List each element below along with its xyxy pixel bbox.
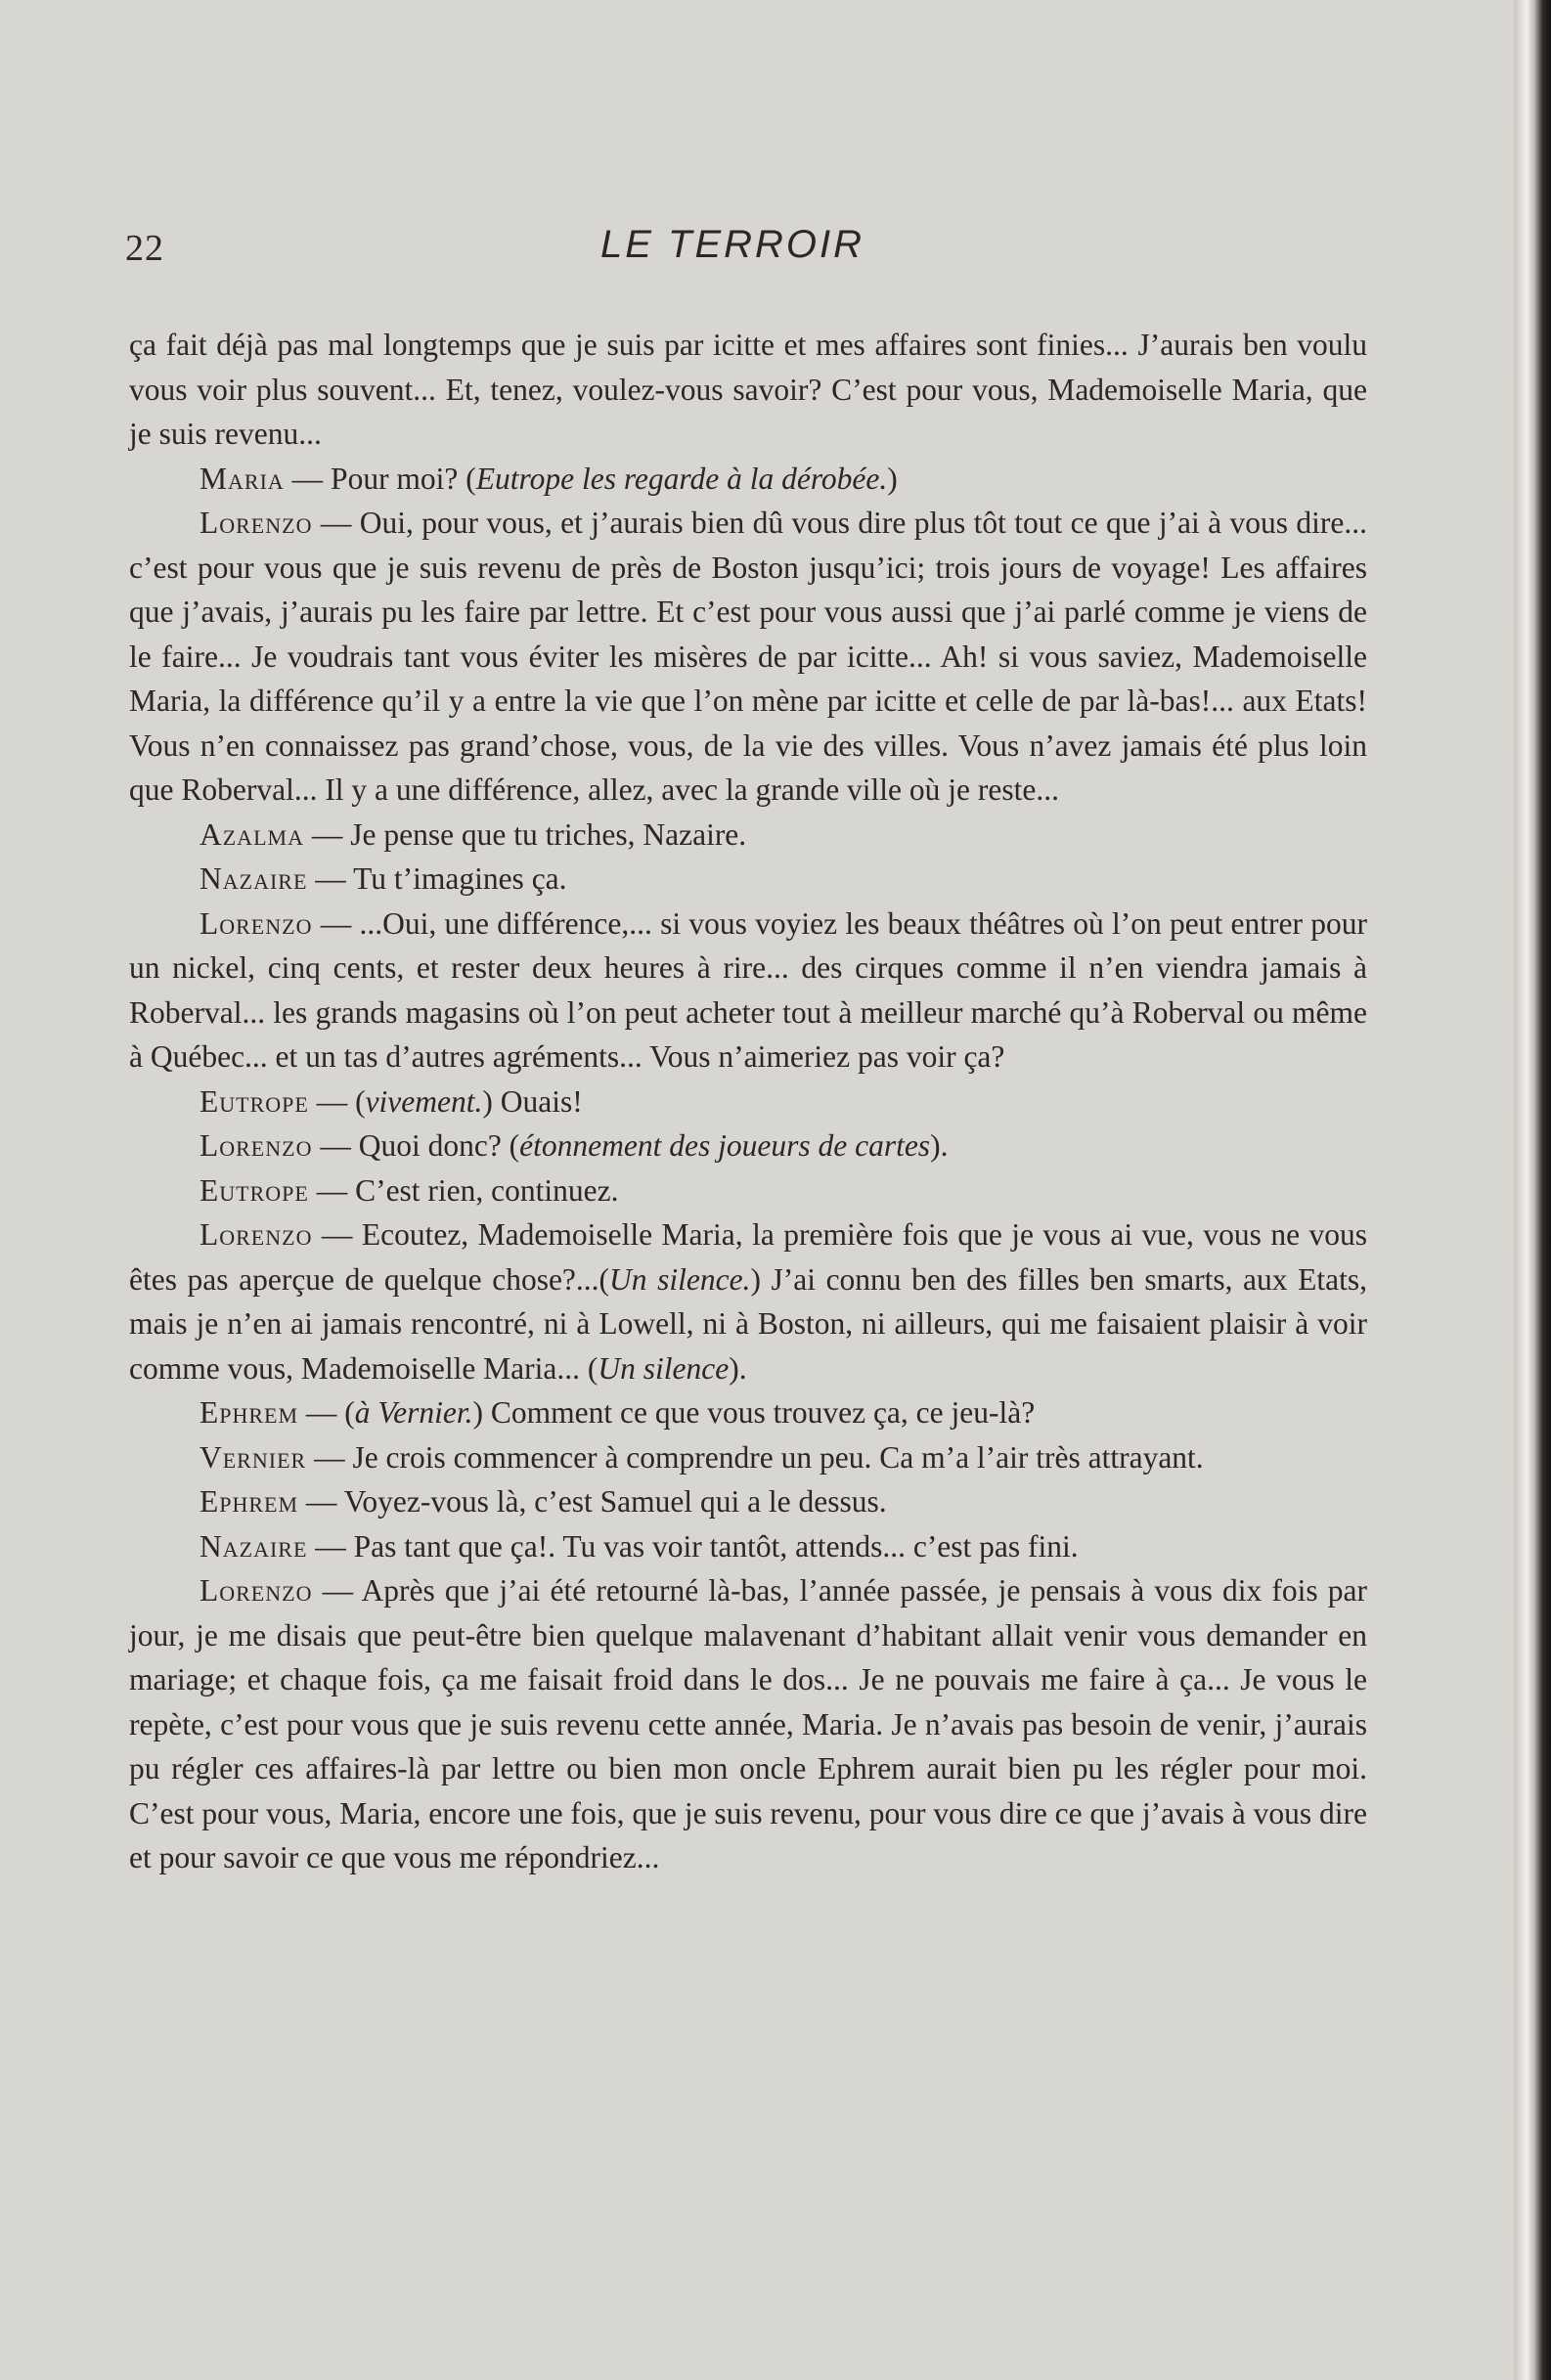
dialogue-paragraph: Eutrope — C’est rien, continuez. [199, 1172, 619, 1208]
dialogue-paragraph: Eutrope — (vivement.) Ouais! [199, 1083, 583, 1119]
speech-text: ( [344, 1395, 355, 1430]
stage-direction: Eutrope les regarde à la dérobée. [475, 461, 888, 496]
speech-text: ) J’ai connu ben des filles ben smarts, aux Etats, mais je n’en ai jamais rencontré, ni à Lowell, ni à Boston, ni ailleurs, qui me faisaient plaisir à voir comme vous, Mademoiselle Maria... ( [129, 1261, 1367, 1386]
speaker-name: Lorenzo [199, 905, 313, 941]
speech-text: Voyez-vous là, c’est Samuel qui a le dessus. [343, 1484, 887, 1519]
dialogue-paragraph: Lorenzo — Ecoutez, Mademoiselle Maria, la première fois que je vous ai vue, vous ne vous êtes pas aperçue de quelque chose?...(Un silence.) J’ai connu ben des filles ben smarts, aux Etats, mais je n’en ai jamais rencontré, ni à Lowell, ni à Boston, ni ailleurs, qui me faisaient plaisir à voir comme vous, Mademoiselle Maria... (Un silence). [129, 1217, 1368, 1386]
running-title: LE TERROIR [600, 223, 865, 266]
speech-text: Oui, pour vous, et j’aurais bien dû vous dire plus tôt tout ce que j’ai à vous dire... c’est pour vous que je suis revenu de près de Boston jusqu’ici; trois jours de voyage! Les affaires que j’avais, j’aurais pu les faire par lettre. Et c’est pour vous aussi que j’ai parlé comme je viens de le faire... Je voudrais tant vous éviter les misères de par icitte... Ah! si vous saviez, Mademoiselle Maria, la différence qu’il y a entre la vie que l’on mène par icitte et celle de par là-bas!... aux Etats! Vous n’en connaissez pas grand’chose, vous, de la vie des villes. Vous n’avez jamais été plus loin que Roberval... Il y a une différence, allez, avec la grande ville où je reste... [129, 506, 1368, 807]
stage-direction: vivement. [365, 1083, 483, 1119]
page-header [0, 223, 1514, 286]
speaker-name: Nazaire [199, 861, 308, 896]
speech-text: Je crois commencer à comprendre un peu. Ca m’a l’air très attrayant. [352, 1439, 1204, 1475]
speaker-name: Azalma [199, 816, 304, 852]
dialogue-paragraph: Nazaire — Tu t’imagines ça. [199, 861, 567, 896]
speech-text: ça fait déjà pas mal longtemps que je suis par icitte et mes affaires sont finies... J’aurais ben voulu vous voir plus souvent... Et, tenez, voulez-vous savoir? C’est pour vous, Mademoiselle Maria, que je suis revenu... [129, 328, 1367, 451]
speaker-name: Lorenzo [199, 1128, 313, 1163]
page-edge [1514, 0, 1551, 2380]
speech-text: Pour moi? ( [331, 461, 476, 496]
stage-direction: à Vernier. [354, 1395, 473, 1430]
speech-text: C’est rien, continuez. [355, 1172, 619, 1208]
dialogue-paragraph: Ephrem — (à Vernier.) Comment ce que vous trouvez ça, ce jeu-là? [199, 1395, 1036, 1430]
speaker-name: Nazaire [199, 1528, 308, 1564]
continuation-paragraph [129, 323, 1367, 457]
speaker-name: Lorenzo [199, 1217, 313, 1252]
dialogue-paragraph: Ephrem — Voyez-vous là, c’est Samuel qui a le dessus. [199, 1484, 887, 1519]
stage-direction: Un silence [598, 1350, 730, 1386]
dialogue-paragraph: Maria — Pour moi? (Eutrope les regarde à la dérobée.) [199, 461, 898, 496]
speaker-name: Lorenzo [199, 506, 313, 540]
speaker-name: Maria [199, 461, 285, 496]
speech-text: Pas tant que ça!. Tu vas voir tantôt, attends... c’est pas fini. [353, 1528, 1079, 1564]
speech-text: ) Ouais! [482, 1083, 583, 1119]
speaker-name: Eutrope [199, 1172, 309, 1208]
speech-text: Quoi donc? ( [358, 1128, 520, 1163]
page-number: 22 [125, 228, 164, 269]
speaker-name: Ephrem [199, 1395, 299, 1430]
speech-text: Je pense que tu triches, Nazaire. [350, 816, 747, 852]
speech-text: ). [729, 1350, 747, 1386]
dialogue-paragraph: Nazaire — Pas tant que ça!. Tu vas voir tantôt, attends... c’est pas fini. [199, 1528, 1079, 1564]
stage-direction: étonnement des joueurs de cartes [519, 1128, 931, 1163]
speaker-name: Ephrem [199, 1484, 299, 1519]
speech-text: ) [887, 461, 898, 496]
dialogue-paragraph: Lorenzo — Après que j’ai été retourné là-bas, l’année passée, je pensais à vous dix fois par jour, je me disais que peut-être bien quelque malavenant d’habitant allait venir vous demander en mariage; et chaque fois, ça me faisait froid dans le dos... Je ne pouvais me faire à ça... Je vous le repète, c’est pour vous que je suis revenu cette année, Maria. Je n’avais pas besoin de venir, j’aurais pu régler ces affaires-là par lettre ou bien mon oncle Ephrem aurait bien pu les régler pour moi. C’est pour vous, Maria, encore une fois, que je suis revenu, pour vous dire ce que j’avais à vous dire et pour savoir ce que vous me répondriez... [129, 1573, 1367, 1874]
speaker-name: Eutrope [199, 1083, 309, 1119]
speech-text: ) Comment ce que vous trouvez ça, ce jeu-là? [472, 1395, 1036, 1430]
dialogue-paragraph: Lorenzo — Oui, pour vous, et j’aurais bien dû vous dire plus tôt tout ce que j’ai à vous dire... c’est pour vous que je suis revenu de près de Boston jusqu’ici; trois jours de voyage! Les affaires que j’avais, j’aurais pu les faire par lettre. Et c’est pour vous aussi que j’ai parlé comme je viens de le faire... Je voudrais tant vous éviter les misères de par icitte... Ah! si vous saviez, Mademoiselle Maria, la différence qu’il y a entre la vie que l’on mène par icitte et celle de par là-bas!... aux Etats! Vous n’en connaissez pas grand’chose, vous, de la vie des villes. Vous n’avez jamais été plus loin que Roberval... Il y a une différence, allez, avec la grande ville où je reste... [129, 506, 1368, 807]
speech-text: ). [930, 1128, 949, 1163]
speech-text: Après que j’ai été retourné là-bas, l’année passée, je pensais à vous dix fois par jour, je me disais que peut-être bien quelque malavenant d’habitant allait venir vous demander en mariage; et chaque fois, ça me faisait froid dans le dos... Je ne pouvais me faire à ça... Je vous le repète, c’est pour vous que je suis revenu cette année, Maria. Je n’avais pas besoin de venir, j’aurais pu régler ces affaires-là par lettre ou bien mon oncle Ephrem aurait bien pu les régler pour moi. C’est pour vous, Maria, encore une fois, que je suis revenu, pour vous dire ce que j’avais à vous dire et pour savoir ce que vous me répondriez... [129, 1573, 1367, 1874]
stage-direction: Un silence. [609, 1261, 751, 1297]
dialogue-paragraph: Lorenzo — Quoi donc? (étonnement des joueurs de cartes). [199, 1128, 949, 1163]
dialogue-paragraph: Vernier — Je crois commencer à comprendre un peu. Ca m’a l’air très attrayant. [199, 1439, 1204, 1475]
speech-text: Tu t’imagines ça. [353, 861, 567, 896]
speaker-name: Lorenzo [199, 1573, 313, 1608]
dialogue-paragraph: Lorenzo — ...Oui, une différence,... si vous voyiez les beaux théâtres où l’on peut entrer pour un nickel, cinq cents, et rester deux heures à rire... des cirques comme il n’en viendra jamais à Roberval... les grands magasins où l’on peut acheter tout à meilleur marché qu’à Roberval ou même à Québec... et un tas d’autres agréments... Vous n’aimeriez pas voir ça? [129, 905, 1367, 1074]
page-body-text [129, 323, 1367, 1880]
dialogue-paragraph: Azalma — Je pense que tu triches, Nazaire. [199, 816, 747, 852]
speech-text: ...Oui, une différence,... si vous voyiez les beaux théâtres où l’on peut entrer pour un nickel, cinq cents, et rester deux heures à rire... des cirques comme il n’en viendra jamais à Roberval... les grands magasins où l’on peut acheter tout à meilleur marché qu’à Roberval ou même à Québec... et un tas d’autres agréments... Vous n’aimeriez pas voir ça? [129, 905, 1367, 1074]
speaker-name: Vernier [199, 1439, 307, 1475]
speech-text: Ecoutez, Mademoiselle Maria, la première fois que je vous ai vue, vous ne vous êtes pas aperçue de quelque chose?...( [129, 1217, 1368, 1297]
speech-text: ( [355, 1083, 366, 1119]
